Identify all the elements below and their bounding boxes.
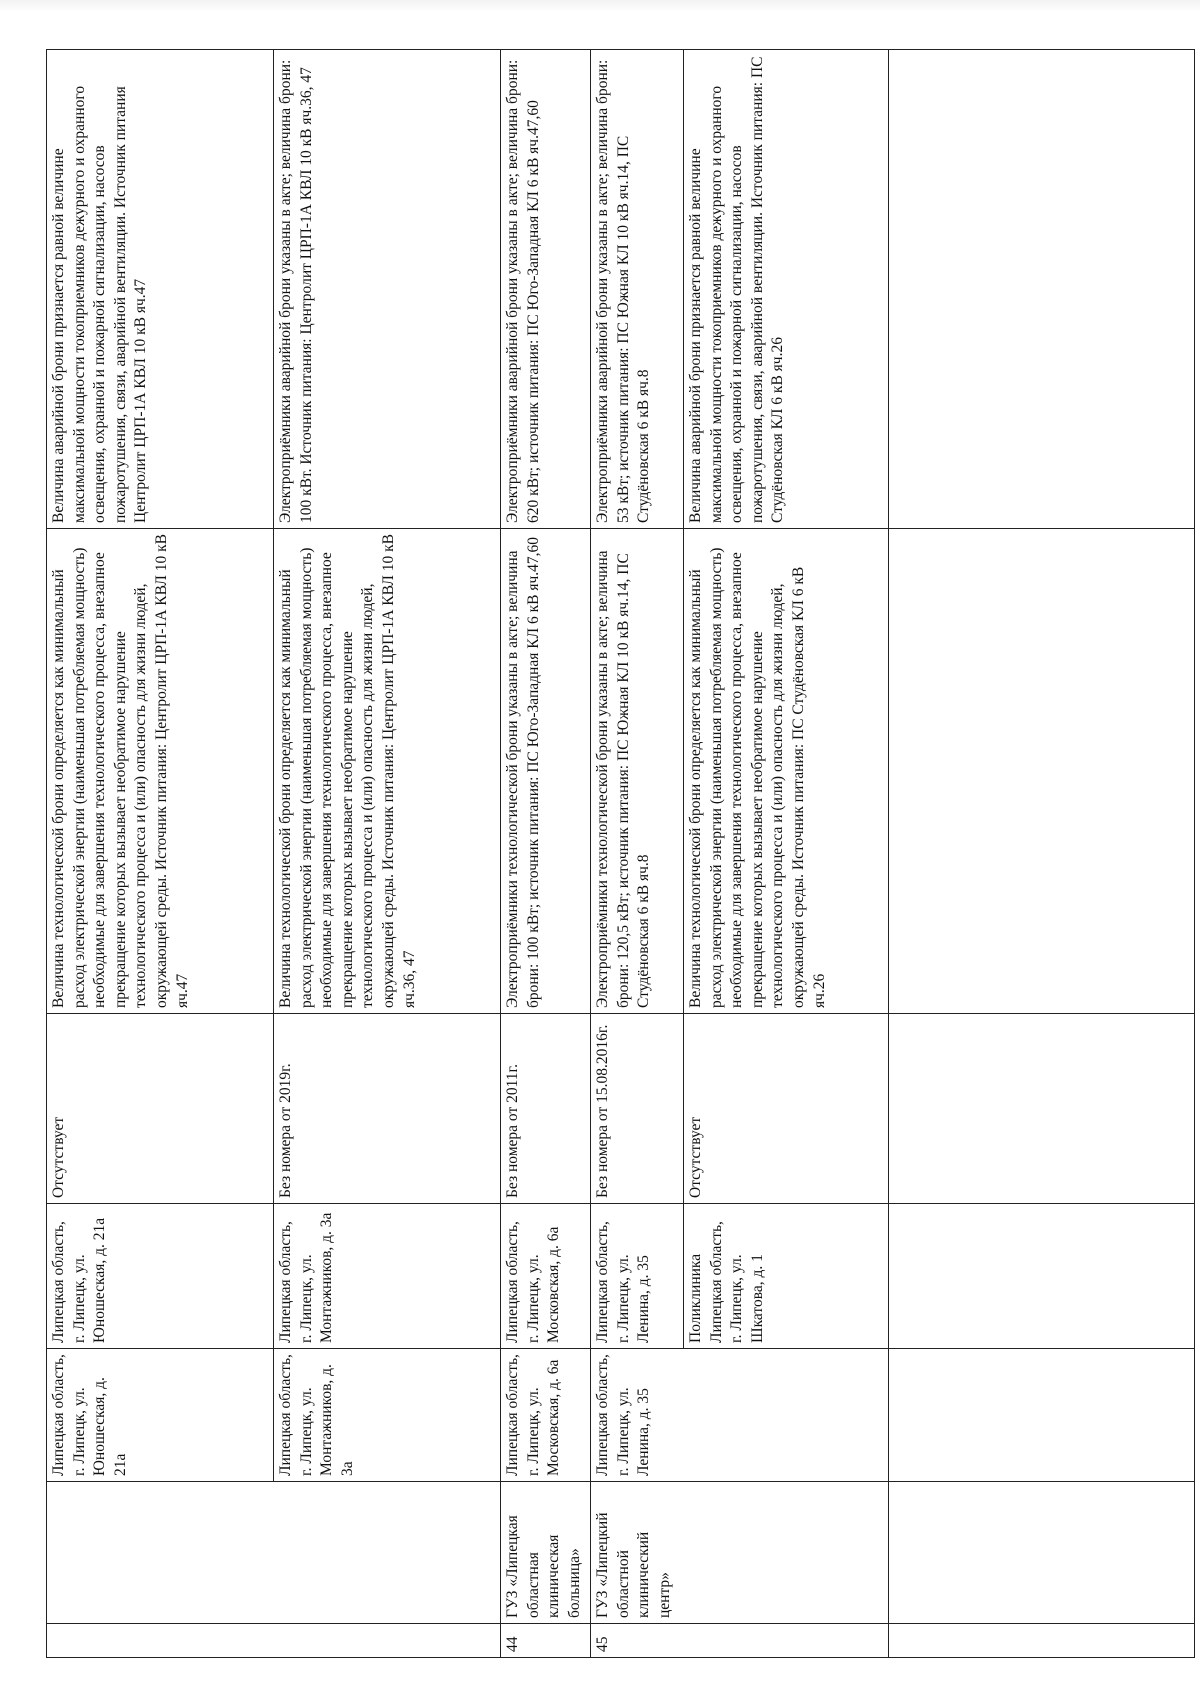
table-row bbox=[501, 50, 591, 1658]
address-cell: Липецкая область, г. Липецк, ул. Московская, д. 6а bbox=[501, 1349, 591, 1482]
emergency-reserve-cell: Величина аварийной брони признается равной величине максимальной мощности токоприемников дежурного и охранного освещения, охранной и пожарной сигнализации, насосов пожаротушения, связи, аварийной вентиляции. Источник питания Центролит ЦРП-1А КВЛ 10 кВ яч.47 bbox=[47, 50, 274, 529]
act-cell: Без номера от 2019г. bbox=[274, 1014, 501, 1204]
object-address-cell: Поликлиника Липецкая область, г. Липецк, ул. Шкатова, д. 1 bbox=[684, 1204, 889, 1349]
object-address-cell: Липецкая область, г. Липецк, ул. Ленина, д. 35 bbox=[591, 1204, 684, 1349]
object-address-cell: Липецкая область, г. Липецк, ул. Московская, д. 6а bbox=[501, 1204, 591, 1349]
tech-reserve-cell: Величина технологической брони определяется как минимальный расход электрической энергии (наименьшая потребляемая мощность) необходимые для завершения технологического процесса, внезапное прекращение которых вызывает необратимое нарушение технологического процесса и (или) опасность для жизни людей, окружающей среды. Источник питания: Центролит ЦРП-1А КВЛ 10 кВ яч.47 bbox=[47, 529, 274, 1014]
act-cell: Отсутствует bbox=[684, 1014, 889, 1204]
table-row bbox=[274, 50, 501, 1658]
act-cell: Без номера от 15.08.2016г. bbox=[591, 1014, 684, 1204]
table-row bbox=[591, 50, 684, 1658]
rotated-table-wrapper bbox=[46, 50, 1194, 1658]
scan-edge bbox=[0, 0, 1200, 12]
organization-cell bbox=[47, 1482, 501, 1624]
table-row bbox=[47, 50, 274, 1658]
table-tail-row bbox=[889, 50, 1195, 1658]
tech-reserve-cell: Величина технологической брони определяется как минимальный расход электрической энергии (наименьшая потребляемая мощность) необходимые для завершения технологического процесса, внезапное прекращение которых вызывает необратимое нарушение технологического процесса и (или) опасность для жизни людей, окружающей среды. Источник питания: Центролит ЦРП-1А КВЛ 10 кВ яч.36, 47 bbox=[274, 529, 501, 1014]
emergency-reserve-cell: Электроприёмники аварийной брони указаны в акте; величина брони: 100 кВт. Источник питания: Центролит ЦРП-1А КВЛ 10 кВ яч.36, 47 bbox=[274, 50, 501, 529]
organization-cell: ГУЗ «Липецкая областная клиническая больница» bbox=[501, 1482, 591, 1624]
emergency-reserve-cell: Электроприёмники аварийной брони указаны в акте; величина брони: 53 кВт; источник питания: ПС Южная КЛ 10 кВ яч.14, ПС Студёновская 6 кВ яч.8 bbox=[591, 50, 684, 529]
act-cell: Без номера от 2011г. bbox=[501, 1014, 591, 1204]
tech-reserve-cell: Электроприёмники технологической брони указаны в акте; величина брони: 120,5 кВт; источник питания: ПС Южная КЛ 10 кВ яч.14, ПС Студёновская 6 кВ яч.8 bbox=[591, 529, 684, 1014]
address-cell: Липецкая область, г. Липецк, ул. Ленина, д. 35 bbox=[591, 1349, 889, 1482]
row-number-cell: 45 bbox=[591, 1624, 889, 1658]
row-number-cell bbox=[47, 1624, 501, 1658]
organization-cell: ГУЗ «Липецкий областной клинический центр» bbox=[591, 1482, 889, 1624]
power-reserve-table bbox=[46, 49, 1195, 1658]
emergency-reserve-cell: Величина аварийной брони признается равной величине максимальной мощности токоприемников дежурного и охранного освещения, охранной и пожарной сигнализации, насосов пожаротушения, связи, аварийной вентиляции. Источник питания: ПС Студёновская КЛ 6 кВ яч.26 bbox=[684, 50, 889, 529]
object-address-cell: Липецкая область, г. Липецк, ул. Юношеская, д. 21а bbox=[47, 1204, 274, 1349]
object-address-cell: Липецкая область, г. Липецк, ул. Монтажников, д. 3а bbox=[274, 1204, 501, 1349]
emergency-reserve-cell: Электроприёмники аварийной брони указаны в акте; величина брони: 620 кВт; источник питания: ПС Юго-Западная КЛ 6 кВ яч.47,60 bbox=[501, 50, 591, 529]
tech-reserve-cell: Величина технологической брони определяется как минимальный расход электрической энергии (наименьшая потребляемая мощность) необходимые для завершения технологического процесса, внезапное прекращение которых вызывает необратимое нарушение технологического процесса и (или) опасность для жизни людей, окружающей среды. Источник питания: ПС Студёновская КЛ 6 кВ яч.26 bbox=[684, 529, 889, 1014]
address-cell: Липецкая область, г. Липецк, ул. Монтажников, д. 3а bbox=[274, 1349, 501, 1482]
row-number-cell: 44 bbox=[501, 1624, 591, 1658]
tech-reserve-cell: Электроприёмники технологической брони указаны в акте; величина брони: 100 кВт; источник питания: ПС Юго-Западная КЛ 6 кВ яч.47,60 bbox=[501, 529, 591, 1014]
address-cell: Липецкая область, г. Липецк, ул. Юношеская, д. 21а bbox=[47, 1349, 274, 1482]
act-cell: Отсутствует bbox=[47, 1014, 274, 1204]
